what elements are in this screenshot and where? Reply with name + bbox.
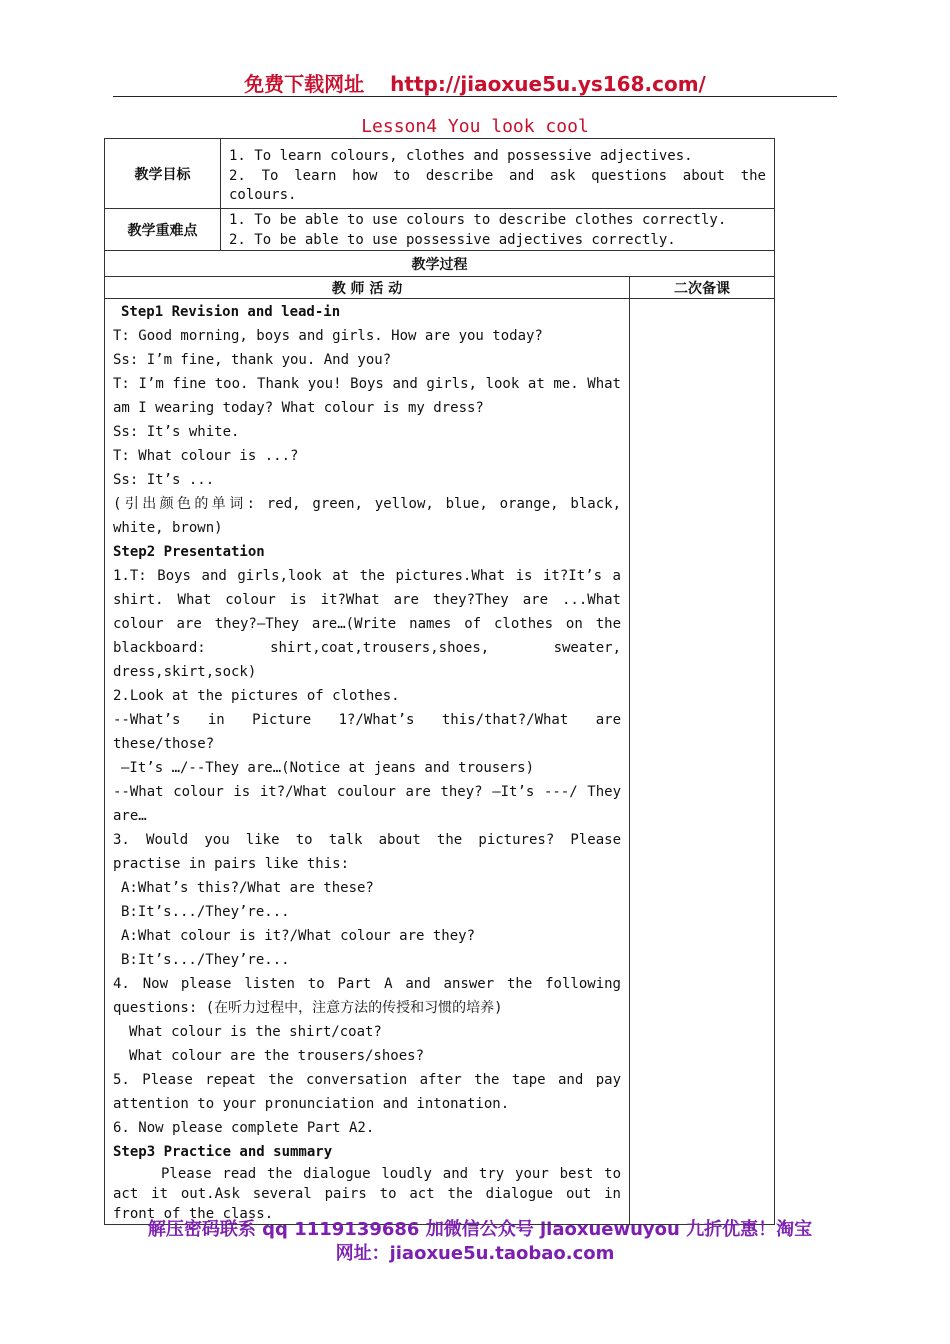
teacher-activity-cell <box>105 299 630 1225</box>
dialogue-line: T: Good morning, boys and girls. How are you today? <box>113 328 543 344</box>
pair-dialogue-line: B:It’s.../They’re... <box>121 952 290 968</box>
activity-item: 6. Now please complete Part A2. <box>113 1120 375 1136</box>
objectives-label: 教学目标 <box>105 139 221 209</box>
dialogue-line: Ss: I’m fine, thank you. And you? <box>113 352 392 368</box>
question-line: What colour is the shirt/coat? <box>129 1024 382 1040</box>
activity-line: --What’s in Picture 1?/What’s this/that?/What are these/those? <box>113 712 621 752</box>
process-heading-row <box>105 251 775 277</box>
objective-item: 2. To learn how to describe and ask questions about the colours. <box>229 167 766 203</box>
activity-item: 5. Please repeat the conversation after the tape and pay attention to your pronunciation and intonation. <box>113 1072 621 1112</box>
teacher-activity-header: 教 师 活 动 <box>105 277 630 299</box>
site-header <box>0 68 950 97</box>
activity-item: 2.Look at the pictures of clothes. <box>113 688 400 704</box>
key-points-content <box>221 209 775 251</box>
objectives-content <box>221 139 775 209</box>
step-title: Step2 Presentation <box>113 544 265 560</box>
header-divider <box>113 96 837 97</box>
dialogue-line: Ss: It’s white. <box>113 424 240 440</box>
pair-dialogue-line: A:What colour is it?/What colour are they? <box>121 928 476 944</box>
step-title: Step1 Revision and lead-in <box>121 304 341 320</box>
dialogue-line: T: I’m fine too. Thank you! Boys and girls, look at me. What am I wearing today? What colour is my dress? <box>113 376 621 416</box>
activity-item: 1.T: Boys and girls,look at the pictures.What is it?It’s a shirt. What colour is it?What are they?They are ...What colour are they?—They are…(Write names of clothes on the blackboard: shirt,coat,trousers,shoes, sweater, dress,skirt,sock) <box>113 568 621 680</box>
process-content-row <box>105 299 775 1225</box>
teaching-note: (引出颜色的单词: red, green, yellow, blue, orange, black, white, brown) <box>113 496 621 536</box>
pair-dialogue-line: B:It’s.../They’re... <box>121 904 290 920</box>
objective-item: 1. To learn colours, clothes and possessive adjectives. <box>229 148 693 164</box>
activity-line: –It’s …/--They are…(Notice at jeans and trousers) <box>121 760 535 776</box>
objectives-row <box>105 139 775 209</box>
question-line: What colour are the trousers/shoes? <box>129 1048 425 1064</box>
dialogue-line: T: What colour is ...? <box>113 448 299 464</box>
activity-item: 3. Would you like to talk about the pictures? Please practise in pairs like this: <box>113 832 621 872</box>
key-point-item: 1. To be able to use colours to describe clothes correctly. <box>229 212 727 228</box>
site-url-link[interactable]: http://jiaoxue5u.ys168.com/ <box>390 72 706 96</box>
footer-notice <box>0 1218 950 1266</box>
site-label: 免费下载网址 <box>244 72 365 96</box>
process-heading: 教学过程 <box>105 251 775 277</box>
lesson-plan-table <box>104 138 775 1225</box>
footer-contact-line: 解压密码联系 qq 1119139686 加微信公众号 jiaoxuewuyou 九折优惠！淘宝 <box>147 1219 813 1240</box>
dialogue-line: Ss: It’s ... <box>113 472 215 488</box>
column-header-row <box>105 277 775 299</box>
key-points-label: 教学重难点 <box>105 209 221 251</box>
second-prep-cell <box>630 299 775 1225</box>
key-point-item: 2. To be able to use possessive adjectives correctly. <box>229 231 676 248</box>
activity-line: --What colour is it?/What coulour are they? –It’s ---/ They are… <box>113 784 621 824</box>
step-title: Step3 Practice and summary <box>113 1144 333 1160</box>
lesson-title: Lesson4 You look cool <box>361 116 589 137</box>
footer-shop-link[interactable]: 网址：jiaoxue5u.taobao.com <box>335 1243 615 1264</box>
activity-item: 4. Now please listen to Part A and answer the following questions: (在听力过程中，注意方法的传授和习惯的培养) <box>113 976 621 1016</box>
second-prep-header: 二次备课 <box>630 277 775 299</box>
pair-dialogue-line: A:What’s this?/What are these? <box>121 880 374 896</box>
key-points-row <box>105 209 775 251</box>
activity-item: Please read the dialogue loudly and try your best to act it out.Ask several pairs to act the dialogue out in front of the class. <box>113 1166 621 1222</box>
